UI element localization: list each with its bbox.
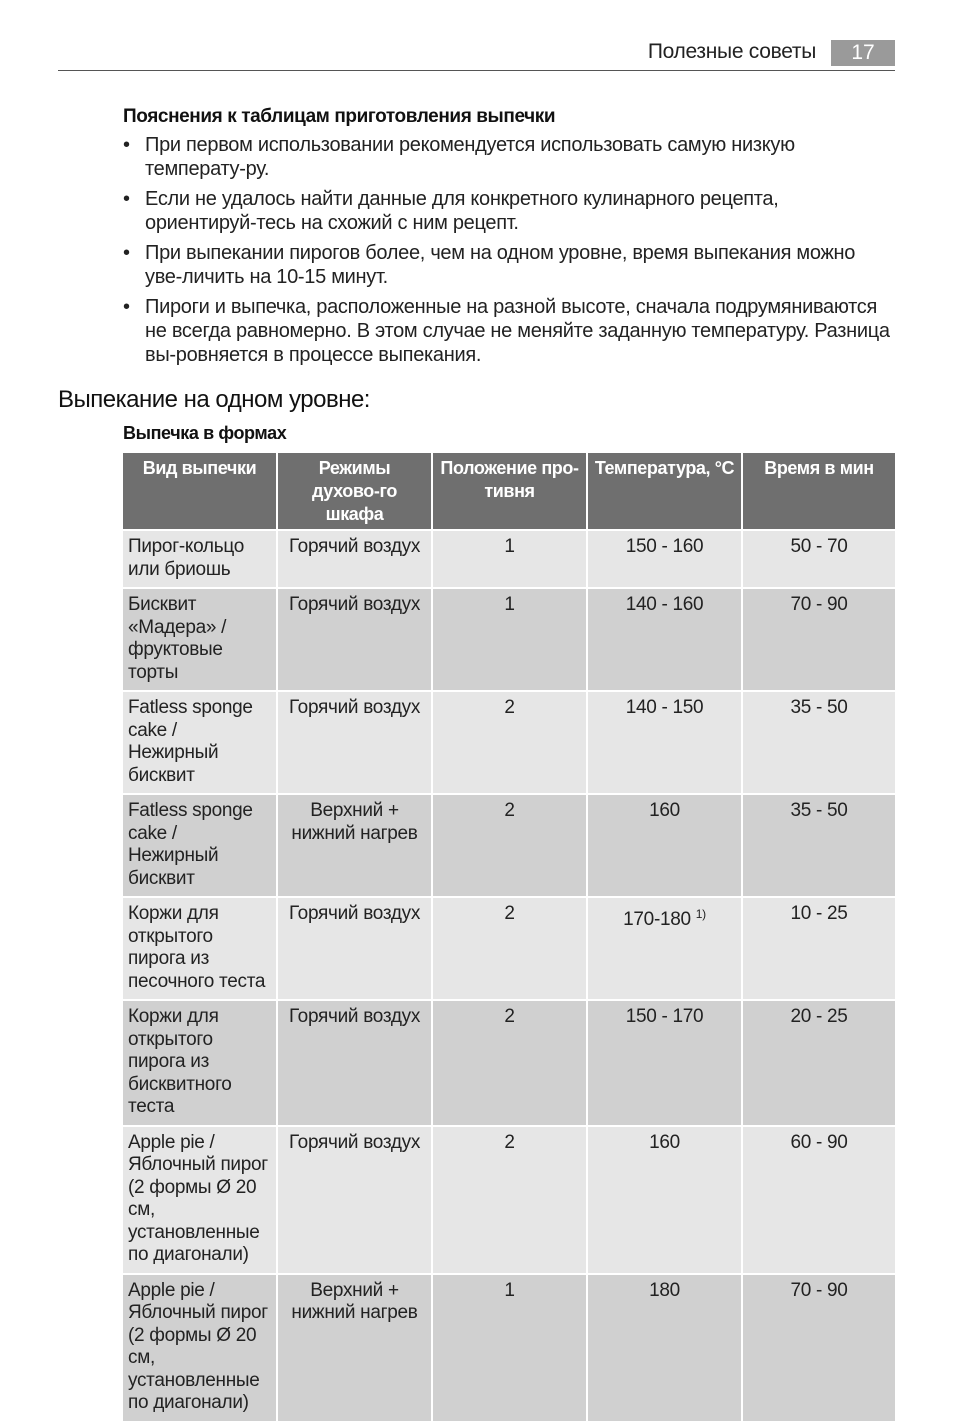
cell-position: 2 <box>433 1001 586 1125</box>
note-text: Если не удалось найти данные для конкретного кулинарного рецепта, ориентируй-тесь на схожий с ним рецепт. <box>145 188 779 234</box>
cell-temperature <box>588 1275 741 1421</box>
temperature-value: 140 - 150 <box>625 697 704 718</box>
cell-temperature <box>588 1001 741 1125</box>
notes-title: Пояснения к таблицам приготовления выпечки <box>123 106 556 127</box>
cell-type: Коржи для открытого пирога из песочного теста <box>123 898 276 999</box>
cell-temperature <box>588 1127 741 1273</box>
cell-temperature <box>588 898 741 999</box>
column-header-temperature: Температура, °C <box>588 453 741 529</box>
note-text: При выпекании пирогов более, чем на одном уровне, время выпекания можно уве-личить на 10-15 минут. <box>145 242 856 288</box>
cell-mode: Горячий воздух <box>278 898 431 999</box>
list-item <box>123 133 893 181</box>
footnote-marker: 1) <box>695 907 706 921</box>
cell-position: 1 <box>433 531 586 587</box>
cell-mode: Верхний + нижний нагрев <box>278 795 431 896</box>
page-number: 17 <box>831 40 895 66</box>
cell-time: 70 - 90 <box>743 1275 895 1421</box>
bullet-icon: • <box>123 296 130 318</box>
table-row <box>123 531 895 587</box>
temperature-value: 170-180 <box>623 909 691 930</box>
cell-time: 10 - 25 <box>743 898 895 999</box>
cell-time: 50 - 70 <box>743 531 895 587</box>
temperature-value: 150 - 160 <box>625 536 704 557</box>
cell-position: 2 <box>433 692 586 793</box>
column-header-type: Вид выпечки <box>123 453 276 529</box>
note-text: Пироги и выпечка, расположенные на разной высоте, сначала подрумяниваются не всегда равномерно. В этом случае не меняйте заданную температуру. Разница вы-ровняется в процессе выпекания. <box>145 296 890 366</box>
cell-position: 2 <box>433 1127 586 1273</box>
page-header-title: Полезные советы <box>647 40 816 63</box>
notes-list <box>123 133 893 373</box>
temperature-value: 160 <box>649 1131 680 1153</box>
list-item <box>123 295 893 367</box>
cell-position: 2 <box>433 795 586 896</box>
table-header-row <box>123 453 895 529</box>
cell-time: 35 - 50 <box>743 795 895 896</box>
cell-temperature <box>588 589 741 690</box>
cell-time: 60 - 90 <box>743 1127 895 1273</box>
section-title: Выпекание на одном уровне: <box>58 386 370 413</box>
note-text: При первом использовании рекомендуется использовать самую низкую температу-ру. <box>145 134 795 180</box>
table-row <box>123 1127 895 1273</box>
bullet-icon: • <box>123 188 130 210</box>
temperature-value: 160 <box>649 800 680 821</box>
cell-time: 35 - 50 <box>743 692 895 793</box>
cell-temperature <box>588 795 741 896</box>
cell-type: Apple pie / Яблочный пирог (2 формы Ø 20 см, установленные по диагонали) <box>123 1275 276 1421</box>
cell-mode: Горячий воздух <box>278 1127 431 1273</box>
column-header-position: Положение про-тивня <box>433 453 586 529</box>
bullet-icon: • <box>123 134 130 156</box>
cell-type: Fatless sponge cake / Нежирный бисквит <box>123 692 276 793</box>
column-header-time: Время в мин <box>743 453 895 529</box>
cell-mode: Горячий воздух <box>278 692 431 793</box>
cell-type: Бисквит «Мадера» / фруктовые торты <box>123 589 276 690</box>
table-caption: Выпечка в формах <box>123 423 287 443</box>
cell-time: 20 - 25 <box>743 1001 895 1125</box>
temperature-value: 180 <box>649 1279 680 1301</box>
cell-mode: Горячий воздух <box>278 1001 431 1125</box>
bullet-icon: • <box>123 242 130 264</box>
list-item <box>123 241 893 289</box>
cell-mode: Верхний + нижний нагрев <box>278 1275 431 1421</box>
table-row <box>123 692 895 793</box>
temperature-value: 150 - 170 <box>625 1006 704 1027</box>
cell-type: Apple pie / Яблочный пирог (2 формы Ø 20 см, установленные по диагонали) <box>123 1127 276 1273</box>
cell-type: Коржи для открытого пирога из бисквитного теста <box>123 1001 276 1125</box>
cell-temperature <box>588 692 741 793</box>
cell-temperature <box>588 531 741 587</box>
cell-position: 1 <box>433 1275 586 1421</box>
table-row <box>123 589 895 690</box>
temperature-value: 140 - 160 <box>625 594 704 615</box>
cell-position: 1 <box>433 589 586 690</box>
baking-table <box>121 451 897 1423</box>
cell-type: Пирог-кольцо или бриошь <box>123 531 276 587</box>
cell-mode: Горячий воздух <box>278 589 431 690</box>
cell-position: 2 <box>433 898 586 999</box>
table-row <box>123 898 895 999</box>
list-item <box>123 187 893 235</box>
cell-mode: Горячий воздух <box>278 531 431 587</box>
cell-time: 70 - 90 <box>743 589 895 690</box>
header-divider <box>58 70 895 71</box>
table-row <box>123 795 895 896</box>
cell-type: Fatless sponge cake / Нежирный бисквит <box>123 795 276 896</box>
column-header-mode: Режимы духово-го шкафа <box>278 453 431 529</box>
table-row <box>123 1275 895 1421</box>
table-row <box>123 1001 895 1125</box>
